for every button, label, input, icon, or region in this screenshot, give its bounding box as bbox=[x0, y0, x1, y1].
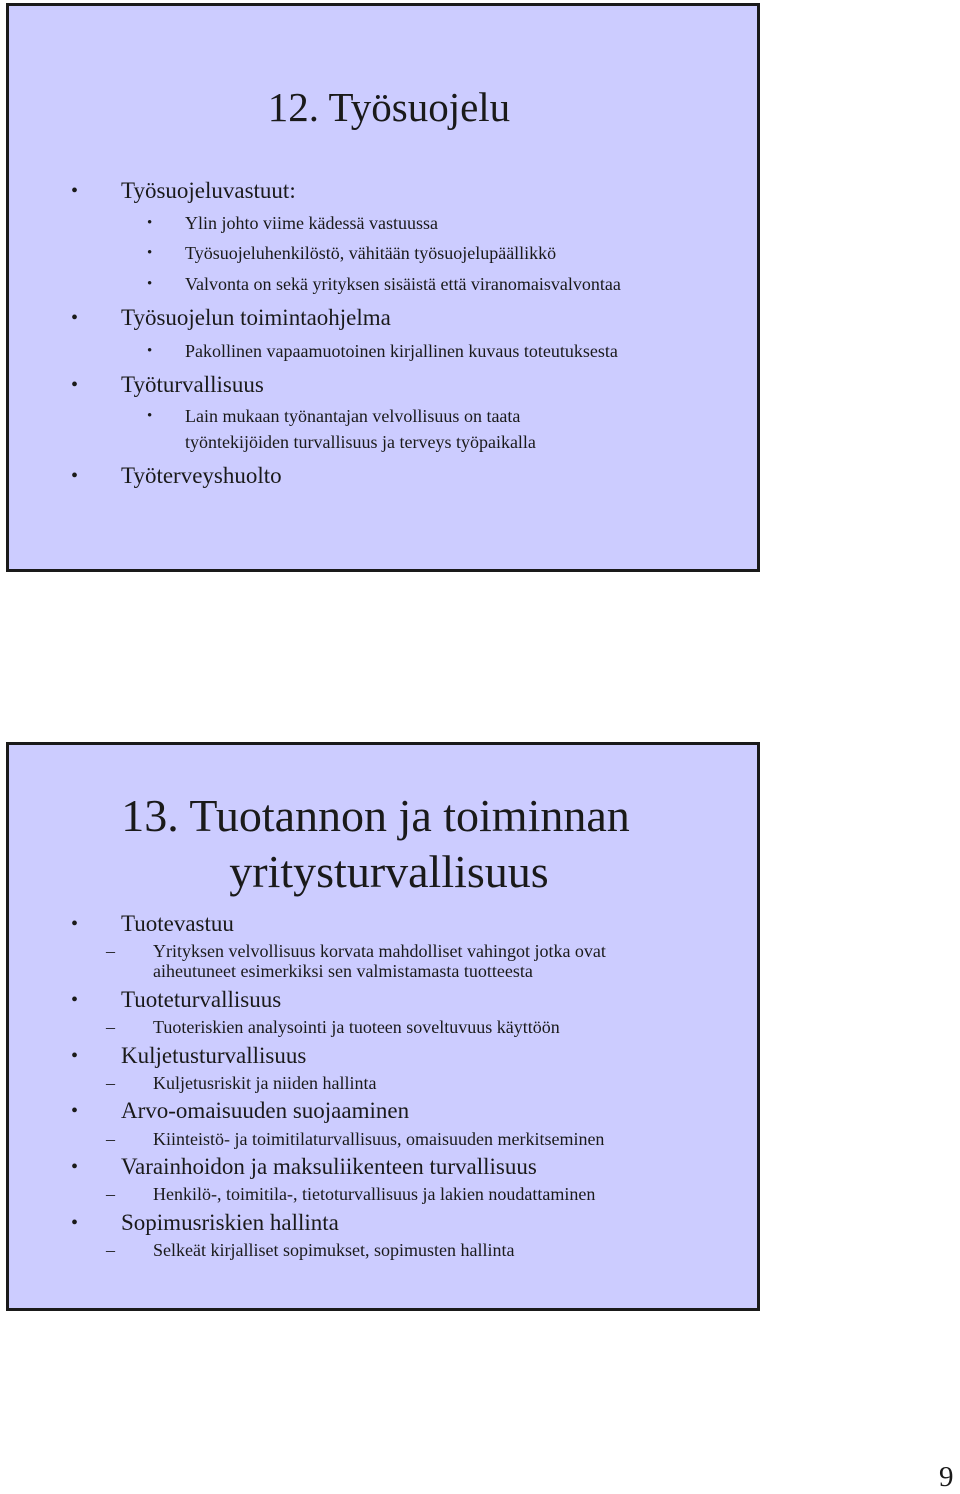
bullet-text: Työsuojelun toimintaohjelma bbox=[121, 305, 391, 330]
bullet-text: Työterveyshuolto bbox=[121, 463, 282, 488]
bullet-text: Arvo-omaisuuden suojaaminen bbox=[121, 1098, 410, 1123]
slide-title-line: 13. Tuotannon ja toiminnan bbox=[121, 790, 630, 841]
bullet-text: Valvonta on sekä yrityksen sisäistä että viranomaisvalvontaa bbox=[185, 274, 621, 294]
bullet-text: Työsuojeluhenkilöstö, vähitään työsuojelupäällikkö bbox=[185, 243, 557, 263]
bullet-text: Kuljetusriskit ja niiden hallinta bbox=[153, 1073, 377, 1093]
bullet-icon: • bbox=[71, 465, 79, 487]
page-number: 9 bbox=[939, 1461, 954, 1493]
bullet-text: työntekijöiden turvallisuus ja terveys työpaikalla bbox=[185, 432, 536, 452]
bullet-icon: • bbox=[71, 307, 79, 329]
bullet-text: Kuljetusturvallisuus bbox=[121, 1043, 307, 1068]
bullet-text: Yrityksen velvollisuus korvata mahdolliset vahingot jotka ovat bbox=[153, 941, 606, 961]
bullet-text: Tuoteturvallisuus bbox=[121, 987, 282, 1012]
bullet-text: Sopimusriskien hallinta bbox=[121, 1210, 339, 1235]
dash-icon: – bbox=[106, 1017, 115, 1037]
bullet-text: Lain mukaan työnantajan velvollisuus on taata bbox=[185, 406, 521, 426]
slide-title bbox=[9, 788, 757, 900]
bullet-icon: • bbox=[71, 1156, 79, 1178]
bullet-icon: • bbox=[147, 276, 153, 292]
bullet-icon: • bbox=[71, 1100, 79, 1122]
bullet-icon: • bbox=[147, 408, 153, 424]
bullet-text: Henkilö-, toimitila-, tietoturvallisuus ja lakien noudattaminen bbox=[153, 1184, 596, 1204]
bullet-text: Varainhoidon ja maksuliikenteen turvallisuus bbox=[121, 1154, 537, 1179]
bullet-icon: • bbox=[71, 913, 79, 935]
dash-icon: – bbox=[106, 941, 115, 961]
slide-title-line: yritysturvallisuus bbox=[229, 846, 549, 897]
dash-icon: – bbox=[106, 1073, 115, 1093]
bullet-text: Tuotevastuu bbox=[121, 911, 234, 936]
bullet-text: Pakollinen vapaamuotoinen kirjallinen kuvaus toteutuksesta bbox=[185, 341, 618, 361]
bullet-text: Työturvallisuus bbox=[121, 372, 264, 397]
bullet-icon: • bbox=[71, 180, 79, 202]
bullet-text: Ylin johto viime kädessä vastuussa bbox=[185, 213, 438, 233]
bullet-icon: • bbox=[147, 215, 153, 231]
bullet-text: Tuoteriskien analysointi ja tuoteen soveltuvuus käyttöön bbox=[153, 1017, 560, 1037]
dash-icon: – bbox=[106, 1184, 115, 1204]
dash-icon: – bbox=[106, 1129, 115, 1149]
bullet-icon: • bbox=[147, 245, 153, 261]
slide-title: 12. Työsuojelu bbox=[267, 84, 511, 130]
bullet-text: Kiinteistö- ja toimitilaturvallisuus, omaisuuden merkitseminen bbox=[153, 1129, 605, 1149]
slide-13 bbox=[6, 742, 760, 1311]
slide-12 bbox=[6, 3, 760, 572]
bullet-icon: • bbox=[71, 374, 79, 396]
bullet-text: Selkeät kirjalliset sopimukset, sopimusten hallinta bbox=[153, 1240, 515, 1260]
bullet-text: aiheutuneet esimerkiksi sen valmistamasta tuotteesta bbox=[153, 961, 533, 981]
bullet-icon: • bbox=[71, 1045, 79, 1067]
dash-icon: – bbox=[106, 1240, 115, 1260]
bullet-icon: • bbox=[147, 343, 153, 359]
bullet-icon: • bbox=[71, 989, 79, 1011]
bullet-icon: • bbox=[71, 1212, 79, 1234]
bullet-text: Työsuojeluvastuut: bbox=[121, 178, 296, 203]
